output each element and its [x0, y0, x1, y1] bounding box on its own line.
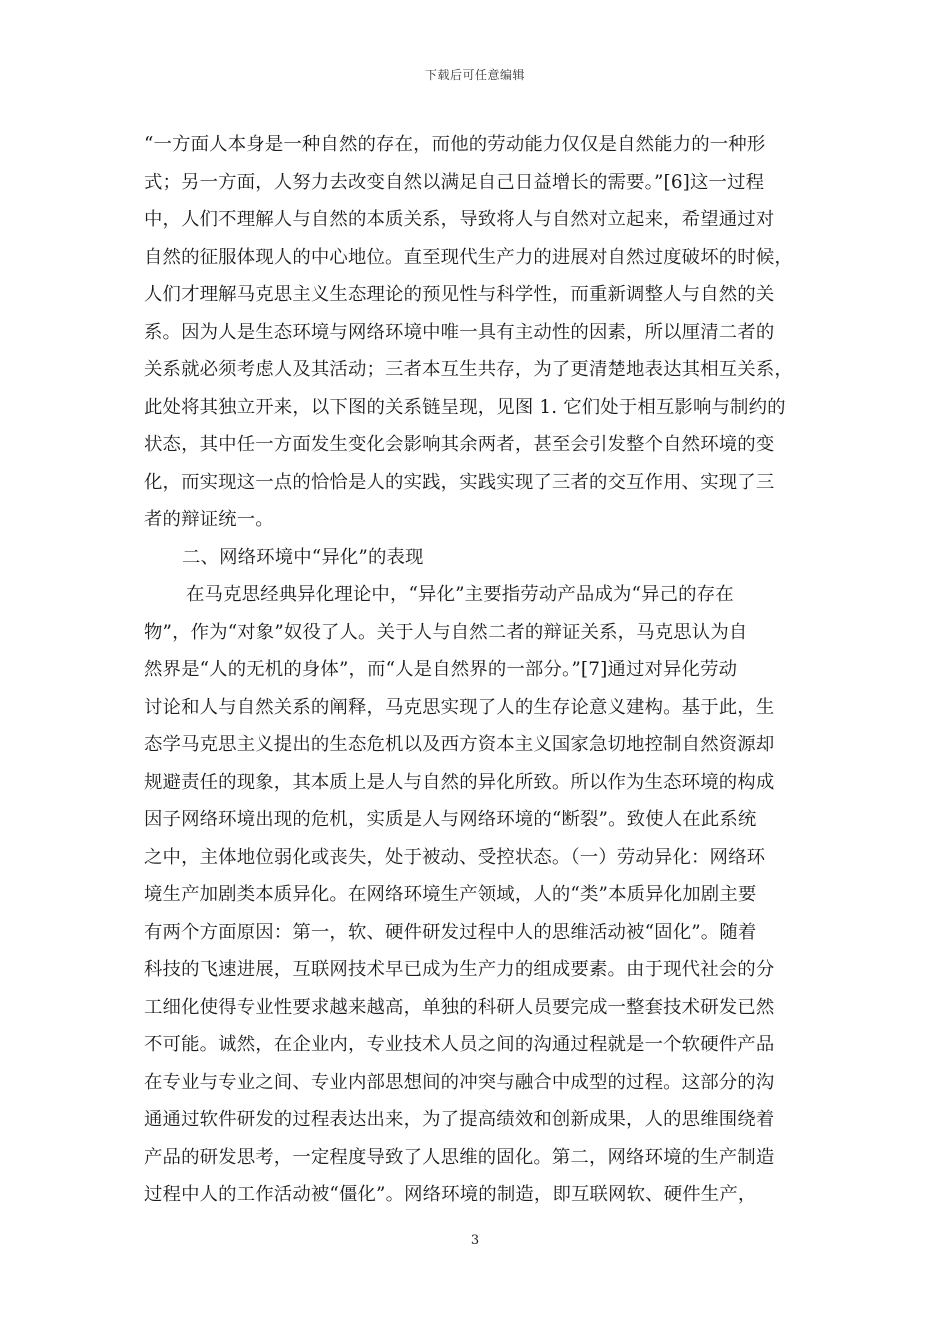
paragraph-line: 境生产加剧类本质异化。在网络环境生产领域，人的“类”本质异化加剧主要	[144, 884, 757, 905]
section-heading: 二、网络环境中“异化”的表现	[182, 546, 424, 568]
paragraph-line: 然界是“人的无机的身体”，而“人是自然界的一部分。”[7]通过对异化劳动	[144, 659, 738, 680]
paragraph-line: 科技的飞速进展，互联网技术早已成为生产力的组成要素。由于现代社会的分	[144, 959, 775, 980]
paragraph-line: 工细化使得专业性要求越来越高，单独的科研人员要完成一整套技术研发已然	[144, 996, 775, 1018]
paragraph-line: 因子网络环境出现的危机，实质是人与网络环境的“断裂”。致使人在此系统	[144, 809, 757, 830]
paragraph-line: 化，而实现这一点的恰恰是人的实践，实践实现了三者的交互作用、实现了三	[144, 471, 775, 493]
paragraph-line: 关系就必须考虑人及其活动；三者本互生共存，为了更清楚地表达其相互关系，	[144, 359, 793, 380]
paragraph-line: 讨论和人与自然关系的阐释，马克思实现了人的生存论意义建构。基于此，生	[144, 696, 775, 718]
paragraph-line: “一方面人本身是一种自然的存在，而他的劳动能力仅仅是自然能力的一种形	[144, 134, 766, 155]
paragraph-line: 式；另一方面，人努力去改变自然以满足自己日益增长的需要。”[6]这一过程	[144, 171, 765, 193]
paragraph-line: 产品的研发思考，一定程度导致了人思维的固化。第二，网络环境的生产制造	[144, 1146, 775, 1168]
paragraph-line: 态学马克思主义提出的生态危机以及西方资本主义国家急切地控制自然资源却	[144, 734, 775, 755]
paragraph-line: 人们才理解马克思主义生态理论的预见性与科学性，而重新调整人与自然的关	[144, 284, 775, 305]
paragraph-line: 不可能。诚然，在企业内，专业技术人员之间的沟通过程就是一个软硬件产品	[144, 1034, 775, 1055]
paragraph-line: 在马克思经典异化理论中，“异化”主要指劳动产品成为“异己的存在	[186, 584, 734, 605]
paragraph-line: 之中，主体地位弱化或丧失，处于被动、受控状态。（一）劳动异化：网络环	[144, 846, 766, 868]
paragraph-line: 自然的征服体现人的中心地位。直至现代生产力的进展对自然过度破坏的时候，	[144, 246, 793, 268]
paragraph-line: 中，人们不理解人与自然的本质关系，导致将人与自然对立起来，希望通过对	[144, 209, 775, 230]
paragraph-line: 此处将其独立开来，以下图的关系链呈现，见图 1. 它们处于相互影响与制约的	[144, 396, 786, 418]
paragraph-line: 系。因为人是生态环境与网络环境中唯一具有主动性的因素，所以厘清二者的	[144, 321, 775, 343]
document-body	[144, 126, 814, 1214]
paragraph-line: 通通过软件研发的过程表达出来，为了提高绩效和创新成果，人的思维围绕着	[144, 1109, 775, 1130]
paragraph-line: 物”，作为“对象”奴役了人。关于人与自然二者的辩证关系，马克思认为自	[144, 621, 748, 643]
paragraph-line: 者的辩证统一。	[144, 509, 274, 530]
page-header: 下载后可任意编辑	[424, 68, 525, 82]
paragraph-line: 在专业与专业之间、专业内部思想间的冲突与融合中成型的过程。这部分的沟	[144, 1071, 775, 1093]
paragraph-line: 有两个方面原因：第一，软、硬件研发过程中人的思维活动被“固化”。随着	[144, 921, 757, 943]
paragraph-line: 规避责任的现象，其本质上是人与自然的异化所致。所以作为生态环境的构成	[144, 771, 775, 793]
paragraph-2	[144, 576, 814, 1214]
paragraph-line: 过程中人的工作活动被“僵化”。网络环境的制造，即互联网软、硬件生产，	[144, 1184, 757, 1205]
paragraph-line: 状态，其中任一方面发生变化会影响其余两者，甚至会引发整个自然环境的变	[144, 434, 775, 455]
paragraph-1	[144, 126, 814, 539]
page-number: 3	[470, 1233, 480, 1248]
